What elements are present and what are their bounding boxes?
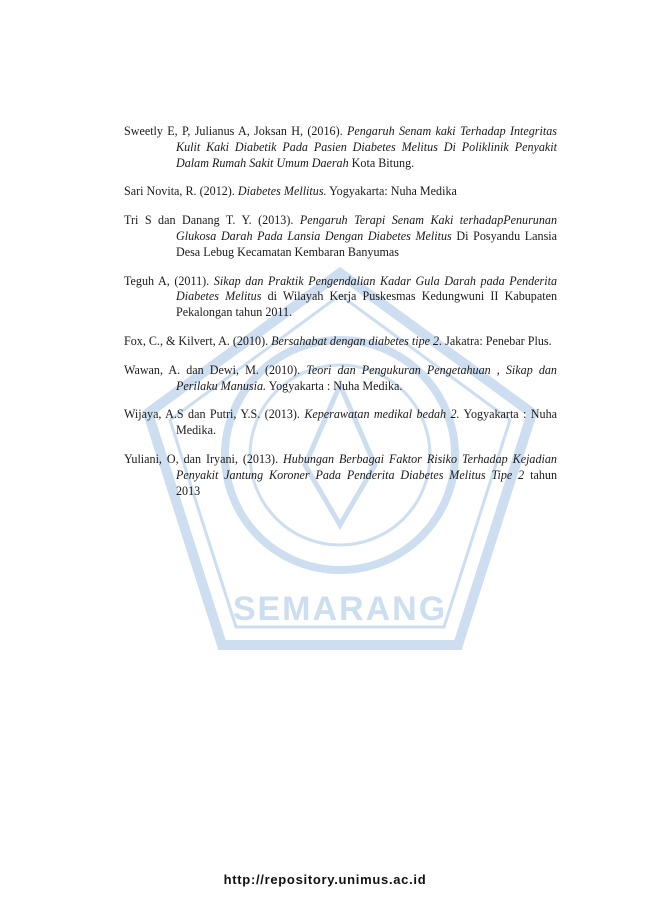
repository-url-footer: http://repository.unimus.ac.id — [223, 872, 427, 887]
reference-authors-year: Fox, C., & Kilvert, A. (2010). — [124, 333, 272, 348]
seal-semarang-text: SEMARANG — [232, 590, 448, 628]
reference-authors-year: Sweetly E, P, Julianus A, Joksan H, (2016). — [124, 124, 347, 138]
reference-entry — [124, 407, 557, 439]
reference-publisher: Di Posyandu Lansia Desa Lebug Kecamatan Kembaran Banyumas — [176, 228, 558, 259]
reference-publisher: tahun 2013 — [176, 467, 557, 498]
reference-entry — [124, 334, 557, 350]
reference-authors-year: Sari Novita, R. (2012). — [124, 184, 238, 199]
reference-publisher: di Wilayah Kerja Puskesmas Kedungwuni II Kabupaten Pekalongan tahun 2011. — [176, 289, 557, 320]
reference-entry — [124, 184, 557, 200]
reference-publisher: Kota Bitung. — [348, 155, 415, 170]
reference-title: Diabetes Mellitus. — [237, 184, 327, 199]
reference-entry — [124, 274, 557, 321]
reference-list — [124, 124, 557, 512]
reference-authors-year: Tri S dan Danang T. Y. (2013). — [124, 213, 300, 228]
reference-title: Keperawatan medikal bedah 2. — [304, 407, 460, 422]
reference-title: Pengaruh Senam kaki Terhadap Integritas Kulit Kaki Diabetik Pada Pasien Diabetes Melitus Di Poliklinik Penyakit Dalam Rumah Sakit Umum Daerah — [176, 124, 557, 170]
reference-authors-year: Wawan, A. dan Dewi, M. (2010). — [124, 362, 307, 377]
reference-publisher: Yogyakarta: Nuha Medika — [326, 184, 457, 199]
reference-authors-year: Wijaya, A.S dan Putri, Y.S. (2013). — [124, 407, 305, 422]
reference-publisher: Yogyakarta : Nuha Medika. — [266, 378, 403, 393]
reference-title: Pengaruh Terapi Senam Kaki terhadapPenurunan Glukosa Darah Pada Lansia Dengan Diabetes Melitus — [176, 213, 557, 243]
reference-title: Sikap dan Praktik Pengendalian Kadar Gula Darah pada Penderita Diabetes Melitus — [176, 273, 558, 304]
reference-title: Teori dan Pengukuran Pengetahuan , Sikap dan Perilaku Manusia. — [176, 362, 557, 393]
reference-title: Hubungan Berbagai Faktor Risiko Terhadap Kejadian Penyakit Jantung Koroner Pada Penderita Diabetes Melitus Tipe 2 — [176, 451, 557, 482]
reference-authors-year: Teguh A, (2011). — [124, 273, 214, 288]
reference-publisher: Jakatra: Penebar Plus. — [442, 333, 552, 348]
reference-authors-year: Yuliani, O, dan Iryani, (2013). — [124, 451, 284, 466]
reference-publisher: Yogyakarta : Nuha Medika. — [176, 407, 557, 438]
reference-entry — [124, 363, 557, 395]
reference-title: Bersahabat dengan diabetes tipe 2. — [271, 333, 443, 348]
reference-entry — [124, 213, 557, 260]
reference-entry — [124, 124, 557, 171]
reference-entry — [124, 452, 557, 499]
